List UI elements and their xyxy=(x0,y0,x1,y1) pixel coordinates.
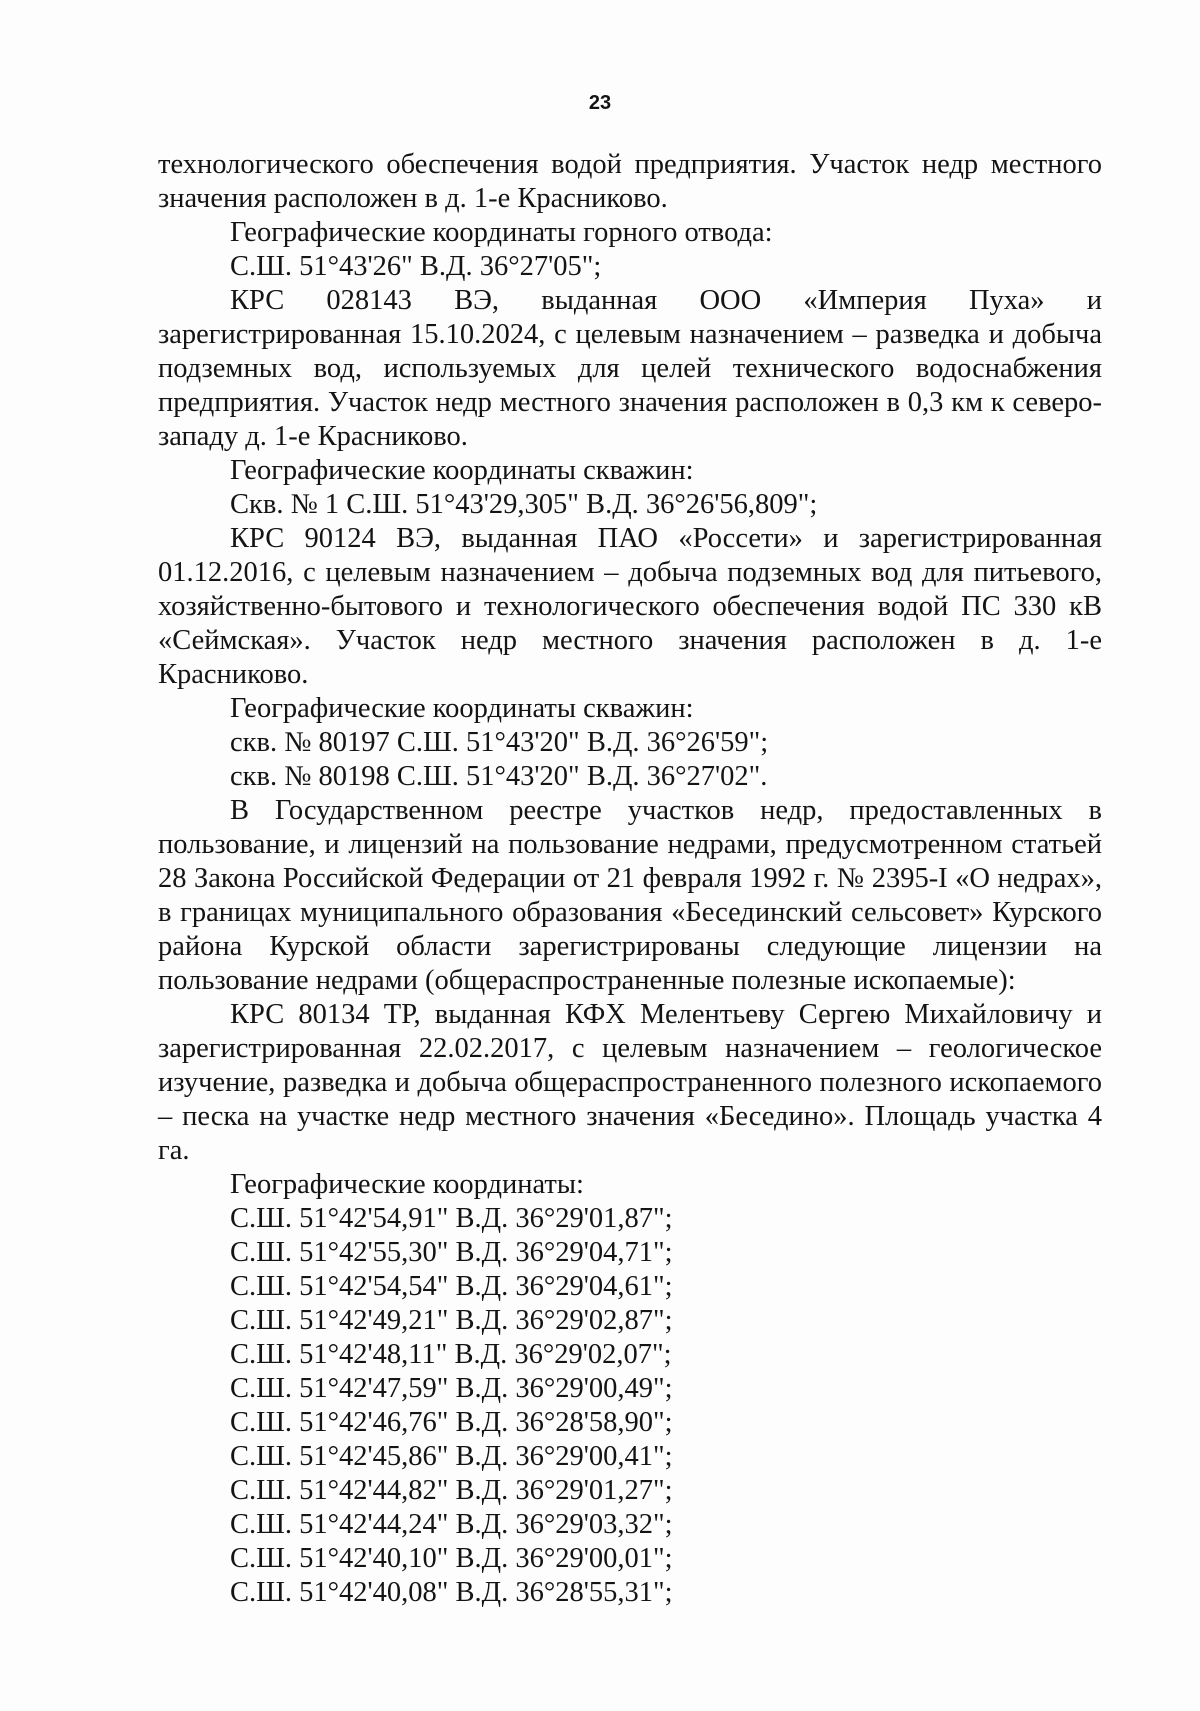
coordinate-line: С.Ш. 51°42'48,11" В.Д. 36°29'02,07"; xyxy=(230,1339,672,1370)
coordinate-line: С.Ш. 51°42'44,82" В.Д. 36°29'01,27"; xyxy=(230,1475,673,1506)
coordinate-line: С.Ш. 51°42'54,54" В.Д. 36°29'04,61"; xyxy=(230,1271,673,1302)
coordinate-line: С.Ш. 51°42'49,21" В.Д. 36°29'02,87"; xyxy=(230,1305,673,1336)
paragraph: технологического обеспечения водой предприятия. Участок недр местного значения расположен в д. 1-е Красниково. xyxy=(158,149,1102,214)
coordinate-list xyxy=(158,1202,1102,1610)
paragraph: скв. № 80198 С.Ш. 51°43'20" В.Д. 36°27'02". xyxy=(230,761,768,792)
coordinate-line: С.Ш. 51°42'47,59" В.Д. 36°29'00,49"; xyxy=(230,1373,673,1404)
coordinate-line: С.Ш. 51°42'55,30" В.Д. 36°29'04,71"; xyxy=(230,1237,673,1268)
paragraph: КРС 90124 ВЭ, выданная ПАО «Россети» и зарегистрированная 01.12.2016, с целевым назначением – добыча подземных вод для питьевого, хозяйственно-бытового и технологического обеспечения водой ПС 330 кВ «Сеймская». Участок недр местного значения расположен в д. 1-е Красниково. xyxy=(158,523,1102,690)
paragraph: В Государственном реестре участков недр, предоставленных в пользование, и лицензий на пользование недрами, предусмотренном статьей 28 Закона Российской Федерации от 21 февраля 1992 г. № 2395-I «О недрах», в границах муниципального образования «Бесединский сельсовет» Курского района Курской области зарегистрированы следующие лицензии на пользование недрами (общераспространенные полезные ископаемые): xyxy=(158,795,1102,996)
coordinate-line: С.Ш. 51°42'40,08" В.Д. 36°28'55,31"; xyxy=(230,1577,673,1608)
coordinate-line: С.Ш. 51°42'54,91" В.Д. 36°29'01,87"; xyxy=(230,1203,673,1234)
paragraph: Географические координаты скважин: xyxy=(230,455,694,486)
paragraph: Географические координаты скважин: xyxy=(230,693,694,724)
paragraph: Географические координаты: xyxy=(230,1169,584,1200)
paragraph: Географические координаты горного отвода: xyxy=(230,217,773,248)
paragraph: скв. № 80197 С.Ш. 51°43'20" В.Д. 36°26'59"; xyxy=(230,727,769,758)
page-number: 23 xyxy=(588,92,612,114)
coordinate-line: С.Ш. 51°42'45,86" В.Д. 36°29'00,41"; xyxy=(230,1441,673,1472)
paragraph: С.Ш. 51°43'26" В.Д. 36°27'05"; xyxy=(230,251,602,282)
paragraph: КРС 028143 ВЭ, выданная ООО «Империя Пуха» и зарегистрированная 15.10.2024, с целевым назначением – разведка и добыча подземных вод, используемых для целей технического водоснабжения предприятия. Участок недр местного значения расположен в 0,3 км к северо-западу д. 1-е Красниково. xyxy=(158,285,1102,452)
coordinate-line: С.Ш. 51°42'44,24" В.Д. 36°29'03,32"; xyxy=(230,1509,673,1540)
paragraph: Скв. № 1 С.Ш. 51°43'29,305" В.Д. 36°26'56,809"; xyxy=(230,489,818,520)
coordinate-line: С.Ш. 51°42'40,10" В.Д. 36°29'00,01"; xyxy=(230,1543,673,1574)
coordinate-line: С.Ш. 51°42'46,76" В.Д. 36°28'58,90"; xyxy=(230,1407,673,1438)
document-body xyxy=(158,148,1102,1610)
paragraph: КРС 80134 ТР, выданная КФХ Мелентьеву Сергею Михайловичу и зарегистрированная 22.02.2017, с целевым назначением – геологическое изучение, разведка и добыча общераспространенного полезного ископаемого – песка на участке недр местного значения «Беседино». Площадь участка 4 га. xyxy=(158,999,1102,1166)
